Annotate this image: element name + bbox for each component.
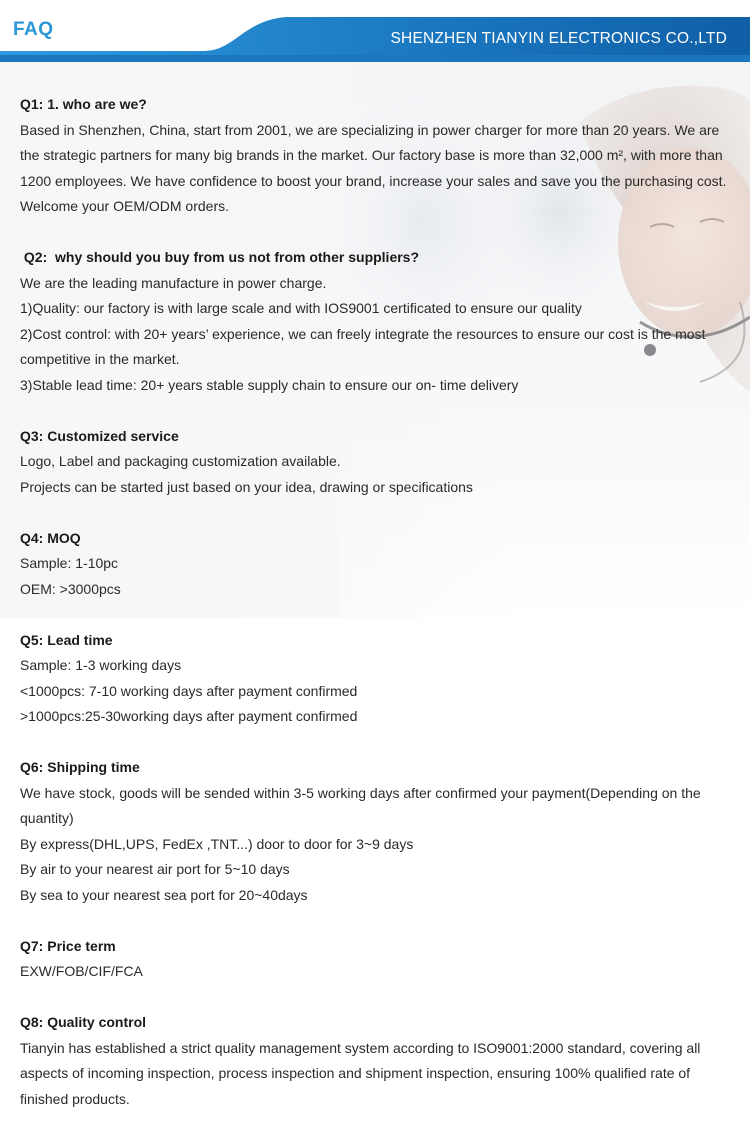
- faq-item-q7: [20, 934, 732, 985]
- answer-line: We are the leading manufacture in power charge.: [20, 274, 327, 291]
- faq-item-q5: [20, 628, 732, 730]
- faq-question: Q7: Price term: [20, 937, 116, 954]
- answer-line: EXW/FOB/CIF/FCA: [20, 963, 143, 979]
- answer-line: By sea to your nearest sea port for 20~40days: [20, 886, 308, 903]
- faq-item-q8: [20, 1010, 732, 1112]
- answer-line: Tianyin has established a strict quality management system according to ISO9001:2000 standard, covering all aspects of incoming inspection, process inspection and shipment inspection, ensuring 100% qualified rate of finished products.: [20, 1039, 701, 1107]
- answer-line: 3)Stable lead time: 20+ years stable supply chain to ensure our on- time delivery: [20, 376, 519, 393]
- answer-line: By air to your nearest air port for 5~10 days: [20, 861, 290, 877]
- answer-line: Projects can be started just based on your idea, drawing or specifications: [20, 478, 473, 495]
- faq-list: [20, 92, 732, 1138]
- answer-line: Sample: 1-3 working days: [20, 657, 182, 673]
- faq-question: Q4: MOQ: [20, 529, 81, 546]
- faq-answer: [20, 781, 732, 909]
- faq-question: Q3: Customized service: [20, 427, 179, 444]
- faq-question: Q6: Shipping time: [20, 759, 140, 775]
- answer-line: Based in Shenzhen, China, start from 2001, we are specializing in power charger for more than 20 years. We are the strategic partners for many big brands in the market. Our factory base is more than 32,000 m², with more than 1200 employees. We have confidence to boost your brand, increase your sales and save you the purchasing cost. Welcome your OEM/ODM orders.: [20, 121, 727, 214]
- answer-line: OEM: >3000pcs: [20, 580, 121, 597]
- answer-line: <1000pcs: 7-10 working days after payment confirmed: [20, 682, 358, 699]
- answer-line: 1)Quality: our factory is with large scale and with IOS9001 certificated to ensure our quality: [20, 300, 582, 316]
- faq-item-q1: [20, 92, 732, 220]
- faq-label: FAQ: [13, 19, 54, 40]
- faq-answer: [20, 271, 732, 399]
- faq-item-q2: [20, 245, 732, 398]
- answer-line: Sample: 1-10pc: [20, 555, 119, 571]
- page-header: [0, 0, 750, 62]
- answer-line: By express(DHL,UPS, FedEx ,TNT...) door to door for 3~9 days: [20, 835, 414, 852]
- faq-question: Q8: Quality control: [20, 1014, 147, 1030]
- faq-question: Q1: 1. who are we?: [20, 96, 147, 112]
- faq-question: Q2: why should you buy from us not from other suppliers?: [20, 249, 420, 265]
- faq-answer: [20, 959, 732, 985]
- faq-item-q4: [20, 526, 732, 603]
- faq-answer: [20, 118, 732, 220]
- answer-line: >1000pcs:25-30working days after payment confirmed: [20, 708, 358, 724]
- faq-answer: [20, 449, 732, 500]
- faq-answer: [20, 551, 732, 602]
- faq-answer: [20, 653, 732, 730]
- faq-question: Q5: Lead time: [20, 631, 113, 648]
- faq-item-q6: [20, 755, 732, 908]
- faq-answer: [20, 1036, 732, 1113]
- answer-line: 2)Cost control: with 20+ years’ experience, we can freely integrate the resources to ensure our cost is the most competitive in the market.: [20, 325, 706, 367]
- answer-line: Logo, Label and packaging customization available.: [20, 453, 341, 469]
- faq-item-q3: [20, 424, 732, 501]
- company-name: SHENZHEN TIANYIN ELECTRONICS CO.,LTD: [390, 30, 727, 47]
- answer-line: We have stock, goods will be sended within 3-5 working days after confirmed your payment(Depending on the quantity): [20, 784, 701, 826]
